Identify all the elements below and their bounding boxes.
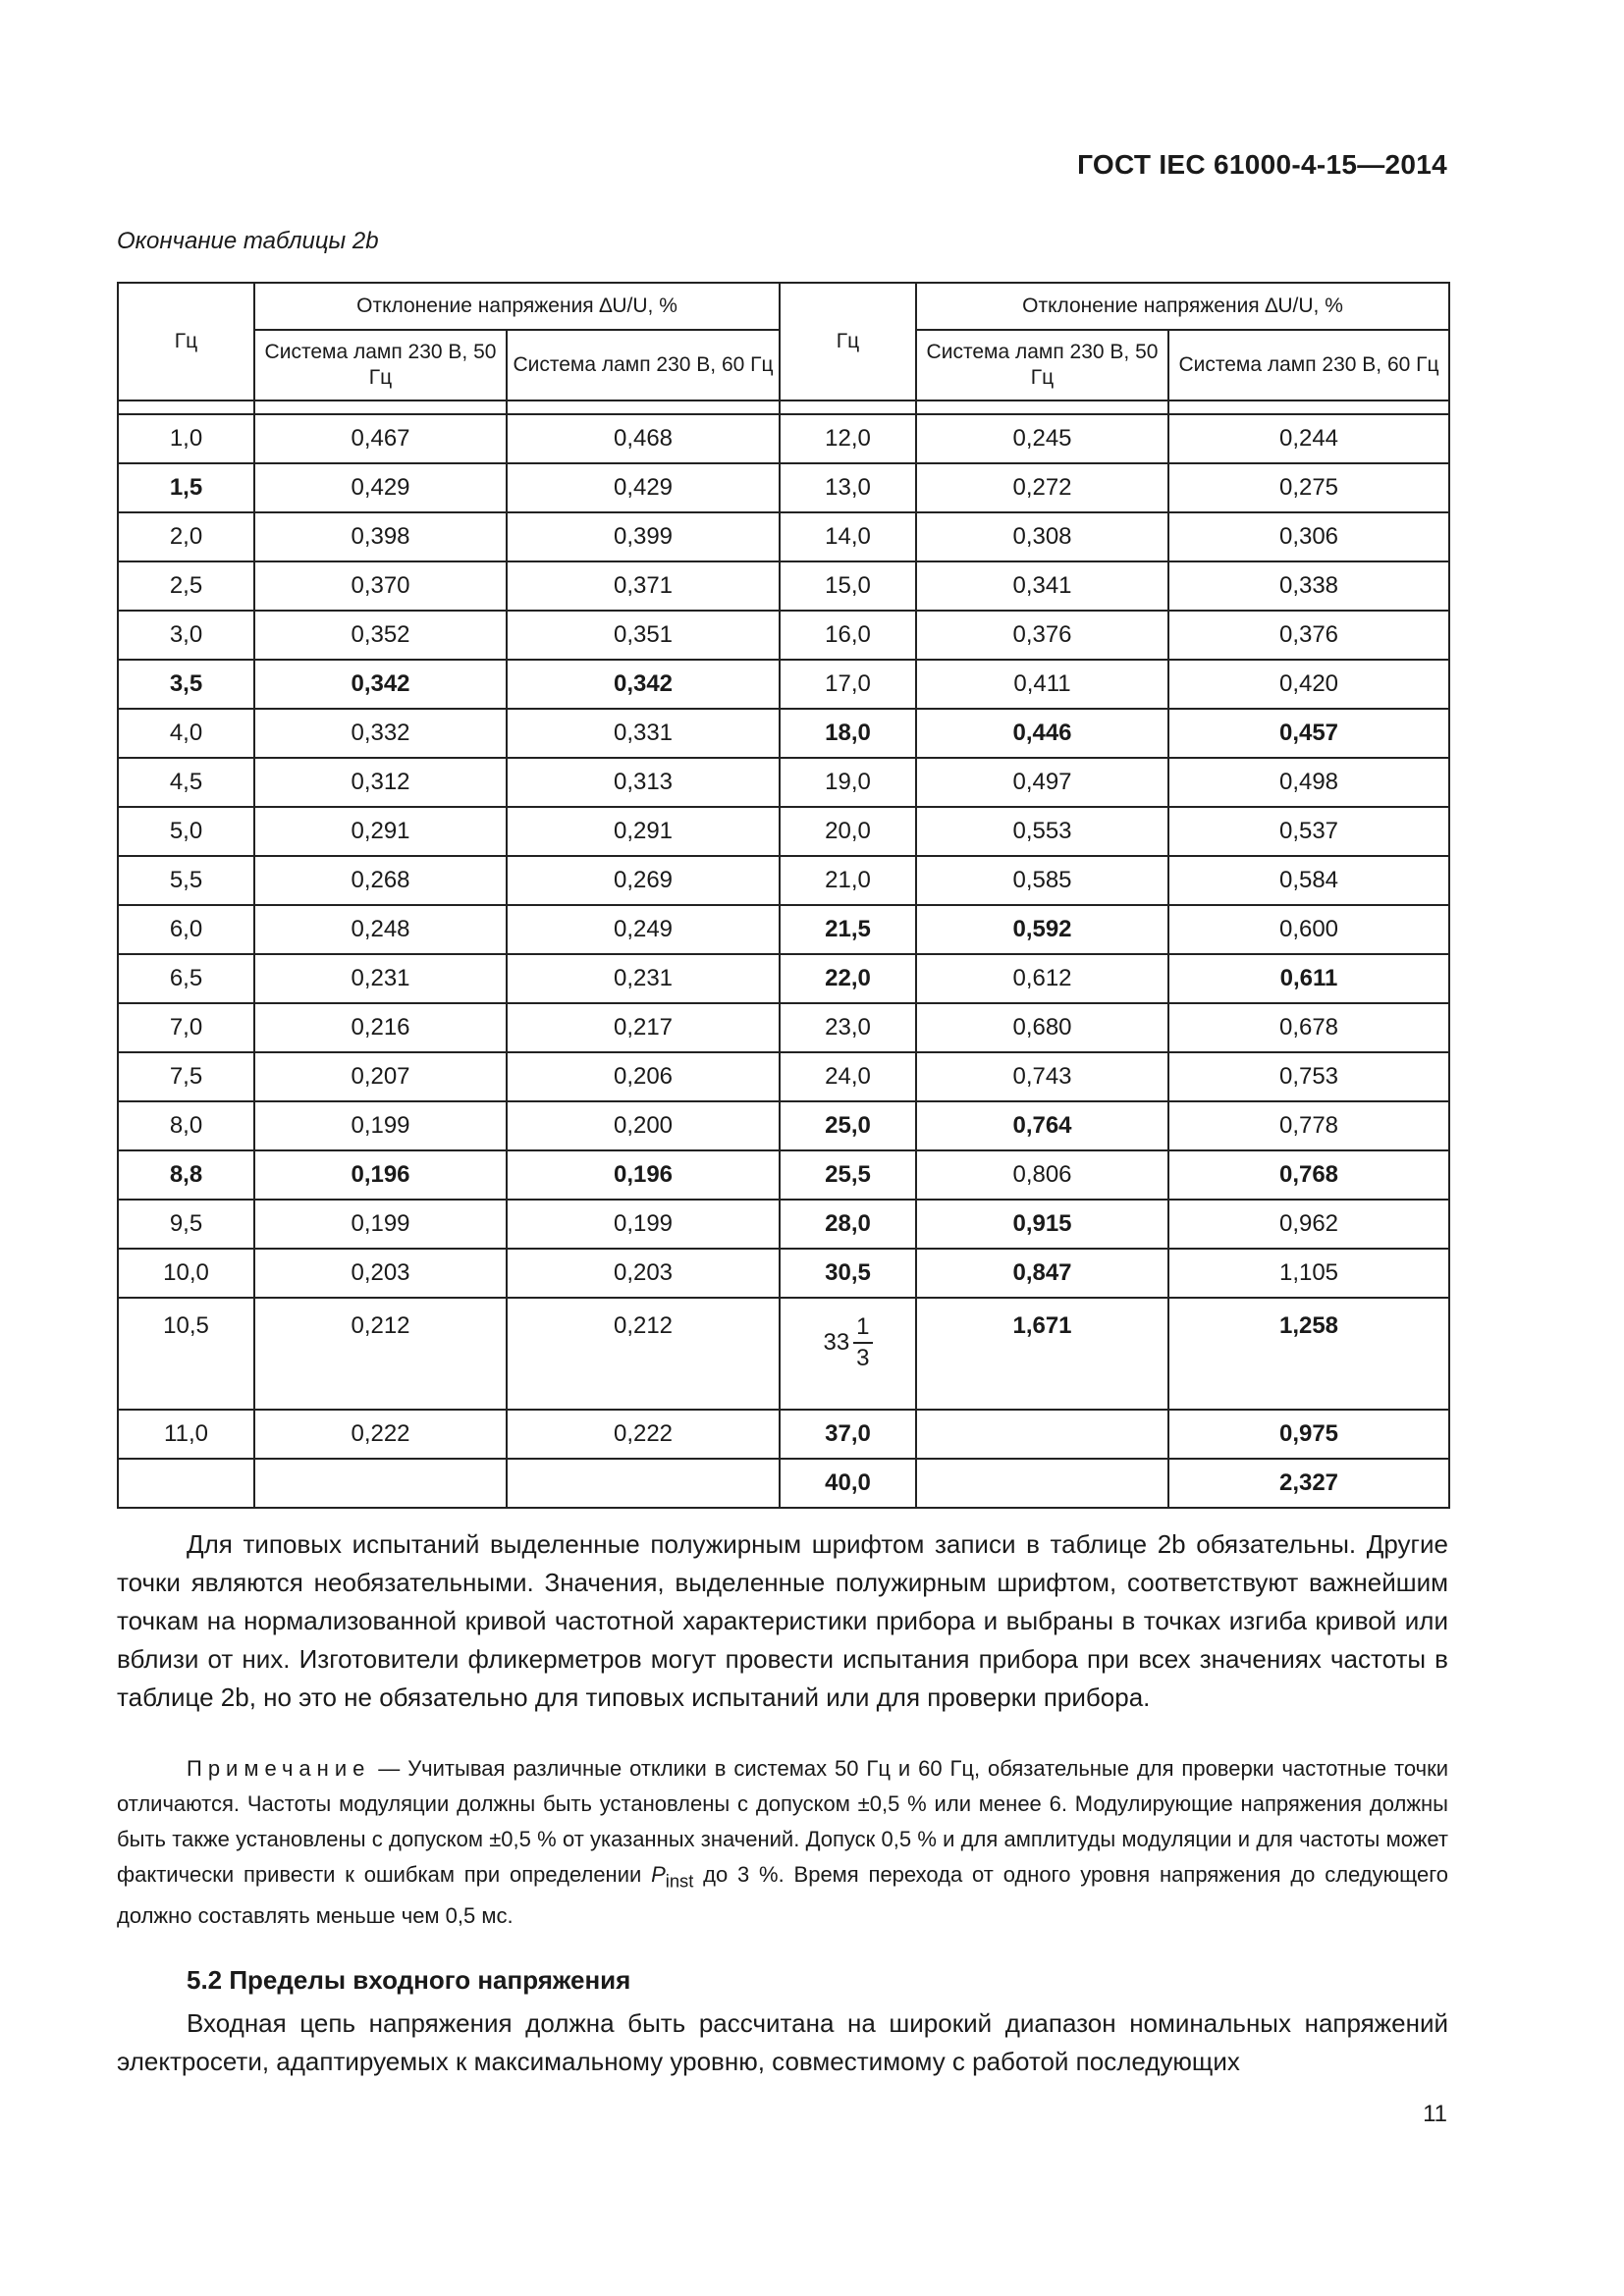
cell-value: 0,753: [1278, 1063, 1339, 1090]
cell-value: 0,212: [351, 1312, 410, 1339]
cell-value: 0,806: [1012, 1161, 1072, 1188]
cell-value: 0,371: [613, 572, 674, 599]
cell-hz2: [780, 561, 916, 611]
cell-value: 0,592: [1012, 916, 1072, 942]
cell-value: 0,341: [1012, 572, 1072, 599]
cell-v60: [507, 954, 780, 1003]
cell-value: 0,370: [351, 572, 410, 599]
cell-v60: [507, 1459, 780, 1508]
cell-w60: [1168, 561, 1449, 611]
cell-value: 0,351: [613, 621, 674, 648]
cell-w50: [916, 856, 1168, 905]
cell-v50: [254, 758, 507, 807]
cell-value: 19,0: [825, 769, 871, 795]
hz-header-2: Гц: [780, 283, 916, 400]
cell-value: 0,585: [1012, 867, 1072, 893]
cell-value: 0,203: [351, 1259, 410, 1286]
cell-value: 1,5: [169, 474, 203, 501]
section-heading: 5.2 Пределы входного напряжения: [187, 1965, 631, 1995]
cell-v50: [254, 1459, 507, 1508]
cell-value: 0,222: [351, 1420, 410, 1447]
paragraph-input-voltage: Входная цепь напряжения должна быть рассчитана на широкий диапазон номинальных напряжений электросети, адаптируемых к максимальному уровню, совместимому с работой последующих: [117, 2008, 1448, 2076]
cell-value: 12,0: [825, 425, 871, 452]
cell-hz: [118, 611, 254, 660]
p-inst-subscript: inst: [665, 1870, 694, 1892]
cell-value: 4,0: [169, 720, 203, 746]
cell-w60: [1168, 1459, 1449, 1508]
cell-value: 8,8: [169, 1161, 203, 1188]
cell-w50: [916, 561, 1168, 611]
cell-hz: [118, 1200, 254, 1249]
table-row: [118, 709, 1449, 758]
cell-w60: [1168, 1052, 1449, 1101]
cell-hz2: [780, 807, 916, 856]
cell-value: 0,468: [613, 425, 674, 452]
cell-w60: [1168, 856, 1449, 905]
cell-hz2: [780, 1249, 916, 1298]
cell-value: 0,537: [1278, 818, 1339, 844]
cell-w60: [1168, 512, 1449, 561]
table-row: [118, 1459, 1449, 1508]
cell-w60: [1168, 1150, 1449, 1200]
cell-v50: [254, 954, 507, 1003]
table-row: [118, 1101, 1449, 1150]
cell-value: 0,248: [351, 916, 410, 942]
cell-hz: [118, 1052, 254, 1101]
cell-value: 3,5: [169, 670, 203, 697]
cell-value: 21,0: [825, 867, 871, 893]
cell-w60: [1168, 414, 1449, 463]
cell-hz: [118, 1459, 254, 1508]
cell-value: 16,0: [825, 621, 871, 648]
cell-hz2: [780, 414, 916, 463]
table-row: [118, 414, 1449, 463]
cell-v50: [254, 660, 507, 709]
cell-value: 0,203: [613, 1259, 674, 1286]
document-code: ГОСТ IEC 61000-4-15—2014: [1077, 149, 1447, 180]
cell-value: 0,342: [613, 670, 674, 697]
cell-v60: [507, 512, 780, 561]
cell-value: 15,0: [825, 572, 871, 599]
cell-v50: [254, 905, 507, 954]
cell-hz: [118, 1150, 254, 1200]
cell-value: 0,269: [613, 867, 674, 893]
cell-value: 0,457: [1278, 720, 1339, 746]
cell-value: 20,0: [825, 818, 871, 844]
cell-value: 28,0: [825, 1210, 871, 1237]
p-inst-symbol: P: [651, 1862, 666, 1887]
cell-v60: [507, 1298, 780, 1410]
cell-v60: [507, 463, 780, 512]
cell-value: 0,498: [1278, 769, 1339, 795]
cell-value: 0,678: [1278, 1014, 1339, 1041]
fraction-whole: 33: [823, 1329, 850, 1356]
cell-value: 0,497: [1012, 769, 1072, 795]
cell-w50: [916, 1200, 1168, 1249]
table-row: [118, 1003, 1449, 1052]
cell-value: 0,312: [351, 769, 410, 795]
cell-value: 9,5: [169, 1210, 203, 1237]
cell-v60: [507, 1410, 780, 1459]
table-row: [118, 463, 1449, 512]
paragraph-bold-entries: Для типовых испытаний выделенные полужирным шрифтом записи в таблице 2b обязательны. Другие точки являются необязательными. Значения, выделенные полужирным шрифтом, соответствуют важнейшим точкам на нормализованной кривой частотной характеристики прибора и выбраны в точках изгиба кривой или вблизи от них. Изготовители фликерметров могут провести испытания прибора при всех значениях частоты в таблице 2b, но это не обязательно для типовых испытаний или для проверки прибора.: [117, 1529, 1448, 1712]
cell-w60: [1168, 758, 1449, 807]
cell-w50: [916, 1150, 1168, 1200]
cell-value: 7,0: [169, 1014, 203, 1041]
cell-value: 1,258: [1278, 1312, 1339, 1339]
cell-value: 0,768: [1278, 1161, 1339, 1188]
cell-value: 0,446: [1012, 720, 1072, 746]
cell-value: 2,327: [1278, 1469, 1339, 1496]
table-row: [118, 1249, 1449, 1298]
cell-value: 0,199: [351, 1210, 410, 1237]
cell-w60: [1168, 1101, 1449, 1150]
note-label: Примечание: [187, 1756, 371, 1781]
cell-w50: [916, 758, 1168, 807]
cell-value: 18,0: [825, 720, 871, 746]
cell-value: 5,0: [169, 818, 203, 844]
cell-hz2: [780, 1200, 916, 1249]
cell-v60: [507, 1052, 780, 1101]
cell-value: 21,5: [825, 916, 871, 942]
cell-w60: [1168, 660, 1449, 709]
cell-value: 2,0: [169, 523, 203, 550]
table-row: [118, 1150, 1449, 1200]
fraction-parts: [853, 1312, 872, 1373]
cell-value: 0,338: [1278, 572, 1339, 599]
note-text-before: — Учитывая различные отклики в системах 50 Гц и 60 Гц, обязательные для проверки частотные точки отличаются. Частоты модуляции должны быть установлены с допуском ±0,5 % или менее 6. Модулирующие напряжения должны быть также установлены с допуском ±0,5 % от указанных значений. Допуск 0,5 % и для амплитуды модуляции и для частоты может фактически привести к ошибкам при определении: [117, 1756, 1448, 1887]
cell-v60: [507, 807, 780, 856]
cell-hz2: [780, 512, 916, 561]
cell-w60: [1168, 905, 1449, 954]
cell-value: 17,0: [825, 670, 871, 697]
table-row: [118, 856, 1449, 905]
cell-value: 0,308: [1012, 523, 1072, 550]
cell-value: 6,5: [169, 965, 203, 991]
cell-w50: [916, 1052, 1168, 1101]
cell-value: 25,5: [825, 1161, 871, 1188]
table-row: [118, 807, 1449, 856]
cell-w50: [916, 905, 1168, 954]
cell-w50: [916, 660, 1168, 709]
cell-value: 0,352: [351, 621, 410, 648]
cell-w60: [1168, 709, 1449, 758]
cell-value: 0,612: [1012, 965, 1072, 991]
cell-value: 0,244: [1278, 425, 1339, 452]
cell-value: 13,0: [825, 474, 871, 501]
table-row: [118, 660, 1449, 709]
cell-value: 0,217: [613, 1014, 674, 1041]
deviation-header: Отклонение напряжения ∆U/U, %: [254, 283, 780, 330]
cell-w60: [1168, 1410, 1449, 1459]
cell-hz: [118, 414, 254, 463]
cell-v60: [507, 709, 780, 758]
cell-hz2: [780, 1052, 916, 1101]
cell-value: 0,975: [1278, 1420, 1339, 1447]
table-row: [118, 611, 1449, 660]
cell-w50: [916, 611, 1168, 660]
cell-hz2: [780, 1298, 916, 1410]
cell-value: 14,0: [825, 523, 871, 550]
cell-value: 6,0: [169, 916, 203, 942]
cell-value: 0,962: [1278, 1210, 1339, 1237]
cell-hz2: [780, 1410, 916, 1459]
cell-hz2: [780, 856, 916, 905]
cell-hz2: [780, 660, 916, 709]
cell-v50: [254, 807, 507, 856]
cell-hz2: [780, 709, 916, 758]
cell-v60: [507, 561, 780, 611]
page-number: 11: [1423, 2101, 1447, 2127]
cell-v60: [507, 414, 780, 463]
cell-value: 8,0: [169, 1112, 203, 1139]
cell-w50: [916, 807, 1168, 856]
cell-value: 0,199: [351, 1112, 410, 1139]
cell-value: 0,332: [351, 720, 410, 746]
cell-value: 0,600: [1278, 916, 1339, 942]
cell-value: 10,5: [163, 1312, 209, 1339]
cell-hz: [118, 954, 254, 1003]
cell-v50: [254, 1150, 507, 1200]
cell-v50: [254, 611, 507, 660]
cell-hz: [118, 1298, 254, 1410]
cell-hz: [118, 856, 254, 905]
cell-value: 0,207: [351, 1063, 410, 1090]
cell-value: 0,467: [351, 425, 410, 452]
cell-value: 40,0: [825, 1469, 871, 1496]
cell-v60: [507, 1101, 780, 1150]
cell-v60: [507, 611, 780, 660]
cell-hz: [118, 1249, 254, 1298]
cell-value: 0,200: [613, 1112, 674, 1139]
cell-w50: [916, 709, 1168, 758]
table-row: [118, 561, 1449, 611]
cell-value: 1,0: [169, 425, 203, 452]
table-row: [118, 512, 1449, 561]
subheader-60hz: Система ламп 230 В, 60 Гц: [507, 330, 780, 400]
note-text-after: до 3 %. Время перехода от одного уровня напряжения до следующего должно составлять меньше чем 0,5 мс.: [117, 1862, 1449, 1929]
cell-value: 0,245: [1012, 425, 1072, 452]
cell-v60: [507, 1200, 780, 1249]
cell-v60: [507, 758, 780, 807]
subheader-50hz: Система ламп 230 В, 50 Гц: [254, 330, 507, 400]
cell-value: 0,411: [1013, 670, 1071, 697]
cell-value: 0,249: [613, 916, 674, 942]
cell-hz: [118, 561, 254, 611]
table-row: [118, 1200, 1449, 1249]
cell-v50: [254, 1298, 507, 1410]
cell-hz: [118, 1410, 254, 1459]
table-row: [118, 954, 1449, 1003]
cell-v60: [507, 1249, 780, 1298]
cell-v50: [254, 709, 507, 758]
cell-v60: [507, 1150, 780, 1200]
cell-hz: [118, 463, 254, 512]
cell-value: 0,680: [1012, 1014, 1072, 1041]
cell-w60: [1168, 463, 1449, 512]
cell-value: 0,584: [1278, 867, 1339, 893]
fraction-numerator: 1: [853, 1312, 872, 1344]
cell-value: 0,272: [1012, 474, 1072, 501]
cell-value: 0,847: [1012, 1259, 1072, 1286]
cell-w60: [1168, 1003, 1449, 1052]
cell-value: 0,216: [351, 1014, 410, 1041]
table-note: [117, 1751, 1448, 1934]
cell-value: 5,5: [169, 867, 203, 893]
cell-hz: [118, 660, 254, 709]
table-row: [118, 1410, 1449, 1459]
cell-hz: [118, 1101, 254, 1150]
cell-value: 0,376: [1012, 621, 1072, 648]
cell-w50: [916, 1003, 1168, 1052]
cell-value: 24,0: [825, 1063, 871, 1090]
frequency-table: [117, 282, 1450, 1509]
cell-v50: [254, 1003, 507, 1052]
cell-hz: [118, 905, 254, 954]
cell-v50: [254, 1200, 507, 1249]
cell-value: 0,398: [351, 523, 410, 550]
cell-value: 25,0: [825, 1112, 871, 1139]
deviation-header-2: Отклонение напряжения ∆U/U, %: [916, 283, 1449, 330]
cell-value: 0,376: [1278, 621, 1339, 648]
cell-value: 0,231: [351, 965, 410, 991]
cell-value: 4,5: [169, 769, 203, 795]
cell-value: 0,399: [613, 523, 674, 550]
cell-w60: [1168, 1200, 1449, 1249]
table-caption: Окончание таблицы 2b: [117, 228, 379, 254]
cell-w60: [1168, 1298, 1449, 1410]
cell-v60: [507, 660, 780, 709]
cell-value: 1,671: [1012, 1312, 1072, 1339]
cell-value: 0,291: [613, 818, 674, 844]
cell-value: 7,5: [169, 1063, 203, 1090]
cell-value: 22,0: [825, 965, 871, 991]
cell-v50: [254, 1101, 507, 1150]
cell-v50: [254, 1410, 507, 1459]
cell-w50: [916, 1298, 1168, 1410]
cell-w50: [916, 954, 1168, 1003]
cell-hz2: [780, 1101, 916, 1150]
cell-w60: [1168, 1249, 1449, 1298]
cell-value: 0,313: [613, 769, 674, 795]
cell-hz2: [780, 1150, 916, 1200]
cell-value: 10,0: [163, 1259, 209, 1286]
cell-value: 23,0: [825, 1014, 871, 1041]
cell-v50: [254, 561, 507, 611]
cell-w50: [916, 1101, 1168, 1150]
cell-value: 0,222: [613, 1420, 674, 1447]
cell-value: 0,196: [351, 1161, 410, 1188]
subheader-50hz-2: Система ламп 230 В, 50 Гц: [916, 330, 1168, 400]
cell-v60: [507, 1003, 780, 1052]
cell-value: 0,611: [1279, 965, 1338, 991]
cell-value: 2,5: [169, 572, 203, 599]
cell-w60: [1168, 807, 1449, 856]
cell-w50: [916, 1249, 1168, 1298]
cell-value: 0,743: [1012, 1063, 1072, 1090]
cell-value: 11,0: [164, 1420, 208, 1447]
cell-value: 0,778: [1278, 1112, 1339, 1139]
subheader-60hz-2: Система ламп 230 В, 60 Гц: [1168, 330, 1449, 400]
cell-w50: [916, 463, 1168, 512]
cell-value: 3,0: [169, 621, 203, 648]
cell-hz2: [780, 905, 916, 954]
cell-w60: [1168, 611, 1449, 660]
cell-hz2: [780, 758, 916, 807]
cell-value: 0,196: [613, 1161, 674, 1188]
cell-hz2: [780, 463, 916, 512]
cell-hz: [118, 758, 254, 807]
table-row: [118, 905, 1449, 954]
cell-value: 0,553: [1012, 818, 1072, 844]
cell-value: 30,5: [825, 1259, 871, 1286]
cell-hz: [118, 709, 254, 758]
cell-value: 0,429: [613, 474, 674, 501]
cell-value: 0,268: [351, 867, 410, 893]
cell-v50: [254, 414, 507, 463]
cell-value: 0,429: [351, 474, 410, 501]
table-row: [118, 1052, 1449, 1101]
cell-v60: [507, 856, 780, 905]
cell-hz2: [780, 954, 916, 1003]
cell-v50: [254, 856, 507, 905]
cell-w60: [1168, 954, 1449, 1003]
cell-v60: [507, 905, 780, 954]
cell-hz2: [780, 1003, 916, 1052]
cell-hz: [118, 807, 254, 856]
cell-hz2: [780, 611, 916, 660]
fraction: [823, 1312, 872, 1373]
cell-hz: [118, 512, 254, 561]
cell-value: 0,420: [1278, 670, 1339, 697]
fraction-denominator: 3: [856, 1345, 870, 1371]
cell-value: 1,105: [1278, 1259, 1339, 1286]
cell-hz2: [780, 1459, 916, 1508]
cell-value: 0,915: [1012, 1210, 1072, 1237]
cell-value: 0,291: [351, 818, 410, 844]
cell-value: 0,231: [613, 965, 674, 991]
cell-v50: [254, 1052, 507, 1101]
cell-v50: [254, 1249, 507, 1298]
cell-value: 0,306: [1278, 523, 1339, 550]
table-row: [118, 758, 1449, 807]
cell-value: 0,331: [613, 720, 674, 746]
table-row: [118, 1298, 1449, 1410]
hz-header: Гц: [118, 283, 254, 400]
cell-w50: [916, 512, 1168, 561]
cell-value: 0,342: [351, 670, 410, 697]
cell-value: 0,199: [613, 1210, 674, 1237]
cell-value: 0,275: [1278, 474, 1339, 501]
cell-hz: [118, 1003, 254, 1052]
cell-value: 0,212: [613, 1312, 674, 1339]
cell-value: 37,0: [825, 1420, 871, 1447]
cell-v50: [254, 463, 507, 512]
cell-w50: [916, 414, 1168, 463]
cell-w50: [916, 1410, 1168, 1459]
cell-value: 0,764: [1012, 1112, 1072, 1139]
cell-w50: [916, 1459, 1168, 1508]
cell-v50: [254, 512, 507, 561]
cell-value: 0,206: [613, 1063, 674, 1090]
